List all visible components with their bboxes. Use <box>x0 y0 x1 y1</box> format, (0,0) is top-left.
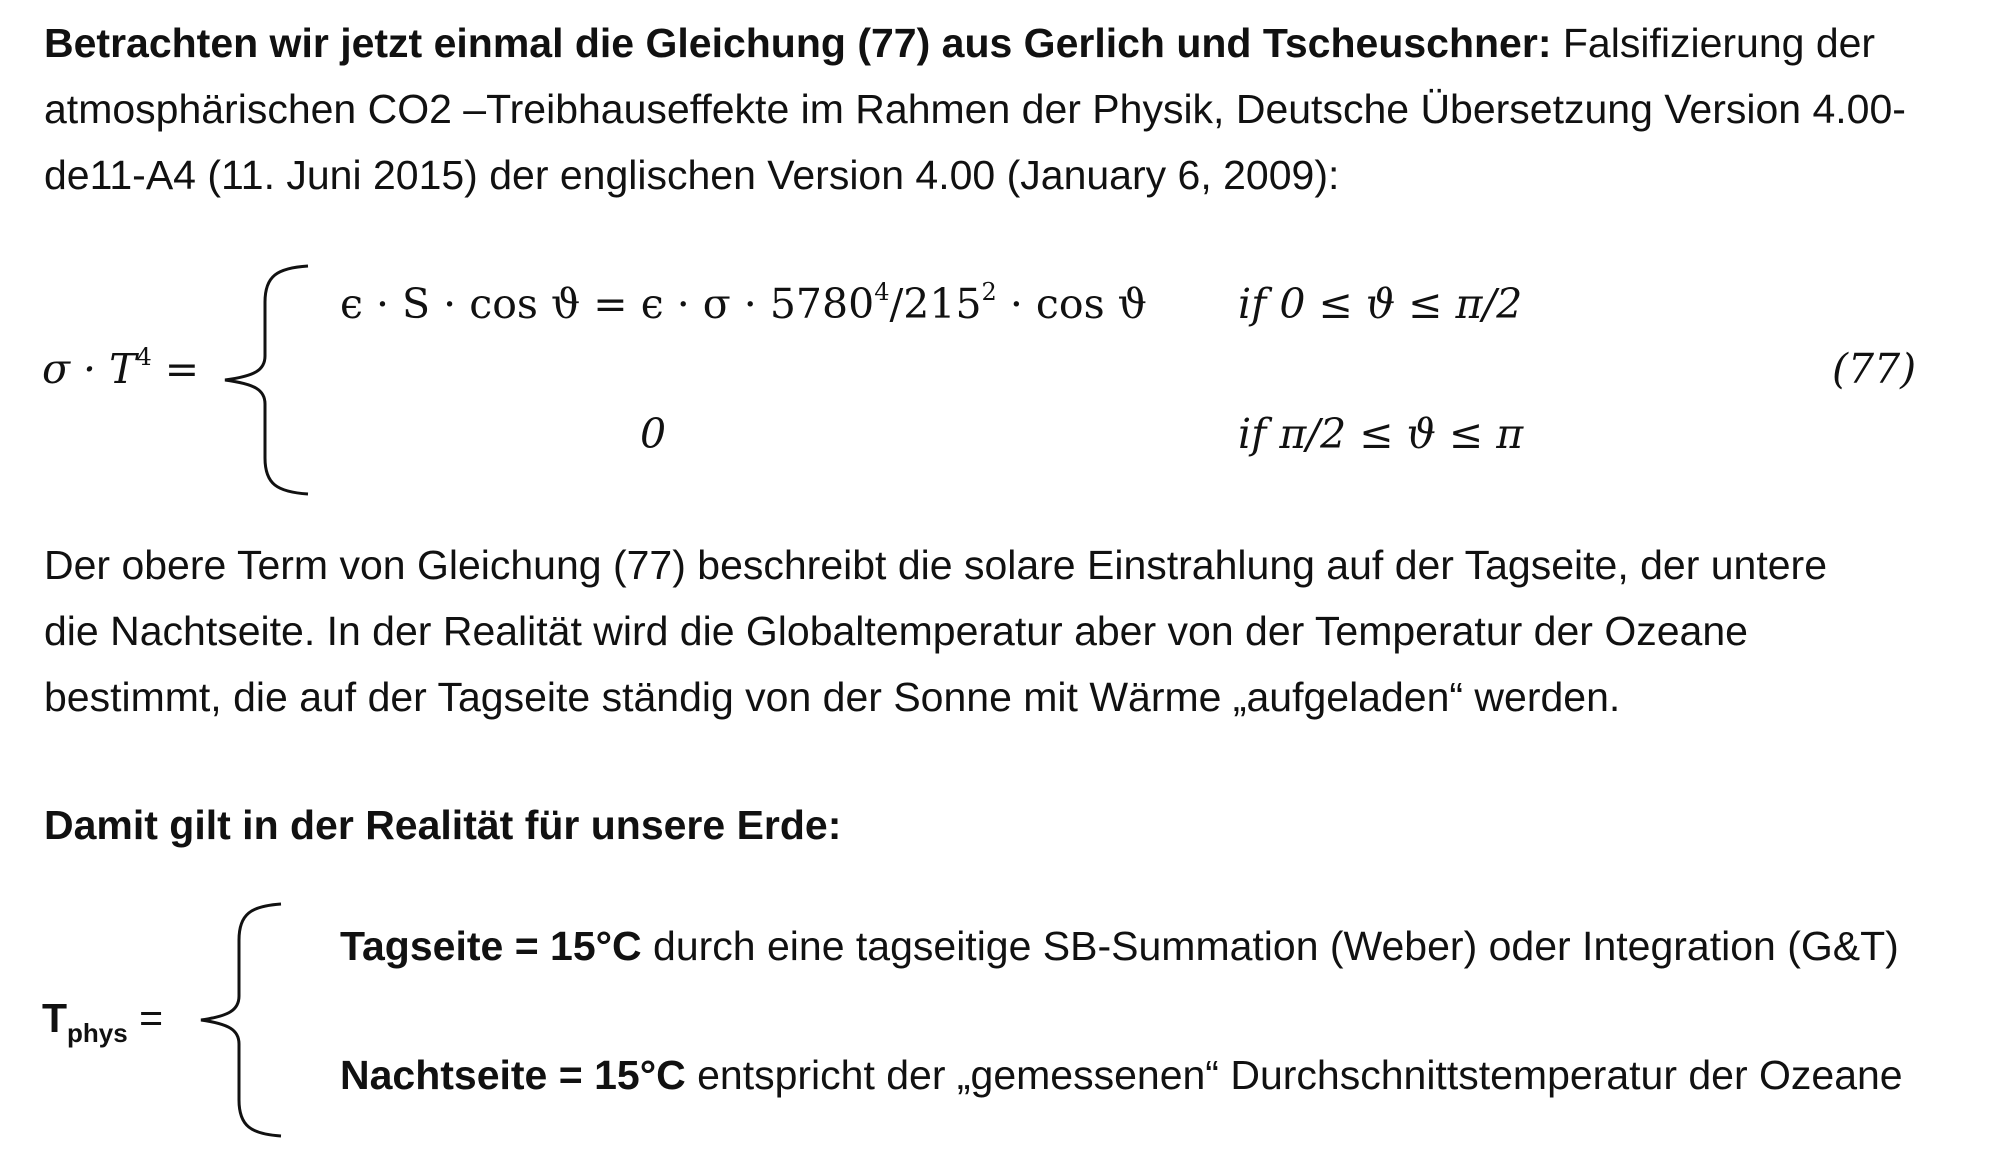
equation-77-case-2-condition: if π/2 ≤ ϑ ≤ π <box>1238 410 1524 458</box>
explanation-line-3: bestimmt, die auf der Tagseite ständig von der Sonne mit Wärme „aufgeladen“ werden. <box>44 674 1621 720</box>
intro-line-1 <box>44 10 1964 76</box>
conclusion-heading: Damit gilt in der Realität für unsere Erde: <box>44 802 842 848</box>
left-brace-icon <box>195 900 295 1140</box>
intro-line-3: de11-A4 (11. Juni 2015) der englischen Version 4.00 (January 6, 2009): <box>44 152 1340 198</box>
explanation-line-2: die Nachtseite. In der Realität wird die Globaltemperatur aber von der Temperatur der Ozeane <box>44 608 1748 654</box>
tphys-lhs: $T_{phys}$ = <box>42 995 164 1048</box>
explanation-paragraph <box>44 532 1964 730</box>
intro-paragraph <box>44 10 1964 208</box>
intro-line-1-rest: Falsifizierung der <box>1562 20 1876 66</box>
tphys-night-side: Nachtseite = 15°C entspricht der „gemessenen“ Durchschnittstemperatur der Ozeane <box>340 1052 1903 1098</box>
equation-77-case-1-condition: if 0 ≤ ϑ ≤ π/2 <box>1238 280 1523 328</box>
equation-number: (77) <box>1832 345 1917 393</box>
intro-line-2: atmosphärischen CO2 –Treibhauseffekte im Rahmen der Physik, Deutsche Übersetzung Version 4.00- <box>44 86 1906 132</box>
equation-77-case-1: $\epsilon \cdot S \cdot \cos ϑ = \epsilon \cdot \sigma \cdot 5780^4/215^2 \cdot \cos ϑ$ <box>340 278 1147 328</box>
explanation-line-1: Der obere Term von Gleichung (77) beschreibt die solare Einstrahlung auf der Tagseite, der untere <box>44 542 1827 588</box>
left-brace-icon <box>215 262 315 498</box>
tphys-day-side: Tagseite = 15°C durch eine tagseitige SB-Summation (Weber) oder Integration (G&T) <box>340 923 1899 969</box>
equation-77-case-2-value: 0 <box>640 410 667 458</box>
intro-bold-text: Betrachten wir jetzt einmal die Gleichung (77) aus Gerlich und Tscheuschner: <box>44 20 1552 66</box>
equation-77-lhs: $\sigma \cdot T^4$ = <box>42 343 200 393</box>
